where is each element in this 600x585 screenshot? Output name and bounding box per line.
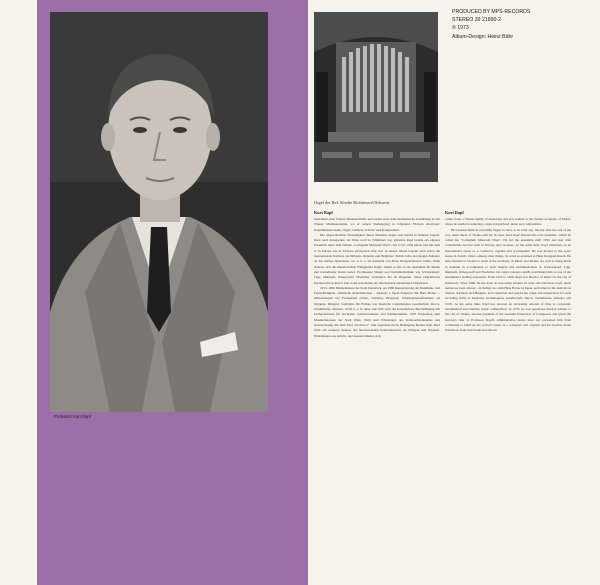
german-paragraph: Die ungewöhnliche Vielseitigkeit dieses Musikers zeigte sich bereits in früherer Jugend. Kurz nach Kriegsende, als Wien noch in Trümmern lag, gründete Rapf bereits ein eigenes Ensemble unter dem Namen „Collegium Musicum Wien“, das er bis 1956 leitete und mit dem er in Europa wie in Übersee erfolgreich tätig war. In diesen Jahren begann auch schon die internationale Karriere als Dirigent, Organist und Begleiter: Zürich holte den jungen Künstler an das dortige Opernhaus, wo er u. a. als Assistent von Hans Knappertsbusch wirkte. Wien sicherte sich die künstlerischen Fähigkeiten Rapfs, indem es ihn an die Akademie für Musik und darstellende Kunst berief. Prominente Sänger und Instrumentalisten wie Schwarzkopf, Lipp, Mainardi, Odnoposoff, Hoelscher verlangten ihn als Begleiter. Seine Orgelabende brachten ihn in kurzer Zeit in die erste Reihe der international anerkannten Organisten. xyxy=(314,232,440,285)
portrait-caption: Professor Kurt Rapf xyxy=(54,414,91,419)
producer-line: PRODUCED BY MPS-RECORDS xyxy=(452,9,531,15)
album-design-credit: Album-Design: Heinz Bähr xyxy=(452,33,514,40)
english-heading: Kurt Rapf xyxy=(445,210,464,215)
copyright-year: ℗ 1973 xyxy=(452,25,469,32)
english-paragraph: His unusual musical versatility began to show at an early age. Shortly after the end of the war, when much of Vienna still lay in ruins, Kurt Rapf founded his own ensemble, which he called the "Collegium Musicum Wien". He led the ensemble until 1956 and met with considerable success both in Europe and overseas. At the same time, Rapf embarked on an international career as a conductor, organist and accompanist. He was invited to the opera house in Zurich, where, among other things, he acted as assistant to Hans Knappertsbusch. He then returned to Vienna to teach at the Academy of Music and Drama. As well as being much in demand as accompanist to such singers and instrumentalists as Schwarzkopf, Lipp, Mainardi, Odnoposoff and Hoelscher, his organ concerts rapidly established him as one of the instrument's leading exponents. From 1953 to 1960, Rapf was director of music for the city of Innsbruck. Since 1960, he has done an increasing amount of radio and television work, made numerous tours abroad – including two with Hans Hotter in Japan, performed at the festivals in Vienna, Salzburg and Bregenz, and conducted and played the organ and harpsichord for such recording firms as Deutsche Grammophon Gesellschaft, Decca, Westminster, Amadeo and VOX. At the same time, Rapf has devoted an increasing amount of time to orchestral, instrumental and chamber music composition. In 1970, he was appointed musical adviser to the city of Vienna, elected president of the Austrian Federation of Composers and given the honorary title of Professor. Rapf's administrative duties have not prevented him from continuing to build up his concert career as a composer and organist and he receives many invitations from both home and abroad. xyxy=(445,227,571,333)
organ-photo xyxy=(314,12,438,182)
record-credits xyxy=(452,8,530,41)
catalog-number: STEREO 39 21890-2 xyxy=(452,17,502,24)
german-heading: Kurt Rapf xyxy=(314,210,333,215)
portrait-photo xyxy=(50,12,268,412)
german-biography xyxy=(314,210,440,478)
english-biography xyxy=(445,210,571,540)
english-paragraph: comes from a Vienna family of musicians and was trained at the Vienna Academy of Music, where he studied conducting, organ, harpsichord, piano and composition. xyxy=(445,217,571,227)
german-paragraph: 1953–1960 Musikdirektor der Stadt Innsbruck. Ab 1960 Intensivierung der Rundfunk- und Fernsehtätigkeit, zahlreiche Auslandsreisen – darunter 2 Japan-Tourneen mit Hans Hotter –, Mitwirkungen bei Festspielen (Wien, Salzburg, Bregenz), Schallplattenaufnahmen als Organist, Dirigent, Cembalist für Firmen wie Deutsche Grammophon Gesellschaft, Decca, Westminster, Amadeo, VOX u. a. In diese Zeit fällt auch die konzentrierte Beschäftigung mit Kompositionen für Orchester, Soloinstrumente und Kammermusik. 1970 Ernennung zum Musikreferenten der Stadt Wien, Wahl zum Präsidenten des Komponistenbundes und Auszeichnung mit dem Titel „Professor“. Die organisatorische Betätigung hindert Kurt Rapf nicht am weiteren Ausbau der internationalen Konzertkarriere als Dirigent und Organist. Einladungen aus dem In- und Ausland häufen sich. xyxy=(314,285,440,338)
german-paragraph: entstammt einer Wiener Musikerfamilie und erhielt auch seine musikalische Ausbildung an der Wiener Musikakademie, wo er seinen Studiengang in folgenden Fächern absolviert: Kapellmeisterschule, Orgel, Cembalo, Klavier und Komposition. xyxy=(314,217,440,232)
organ-caption: Orgel der Ref. Kirche Richterswil/Schweiz xyxy=(314,200,390,205)
